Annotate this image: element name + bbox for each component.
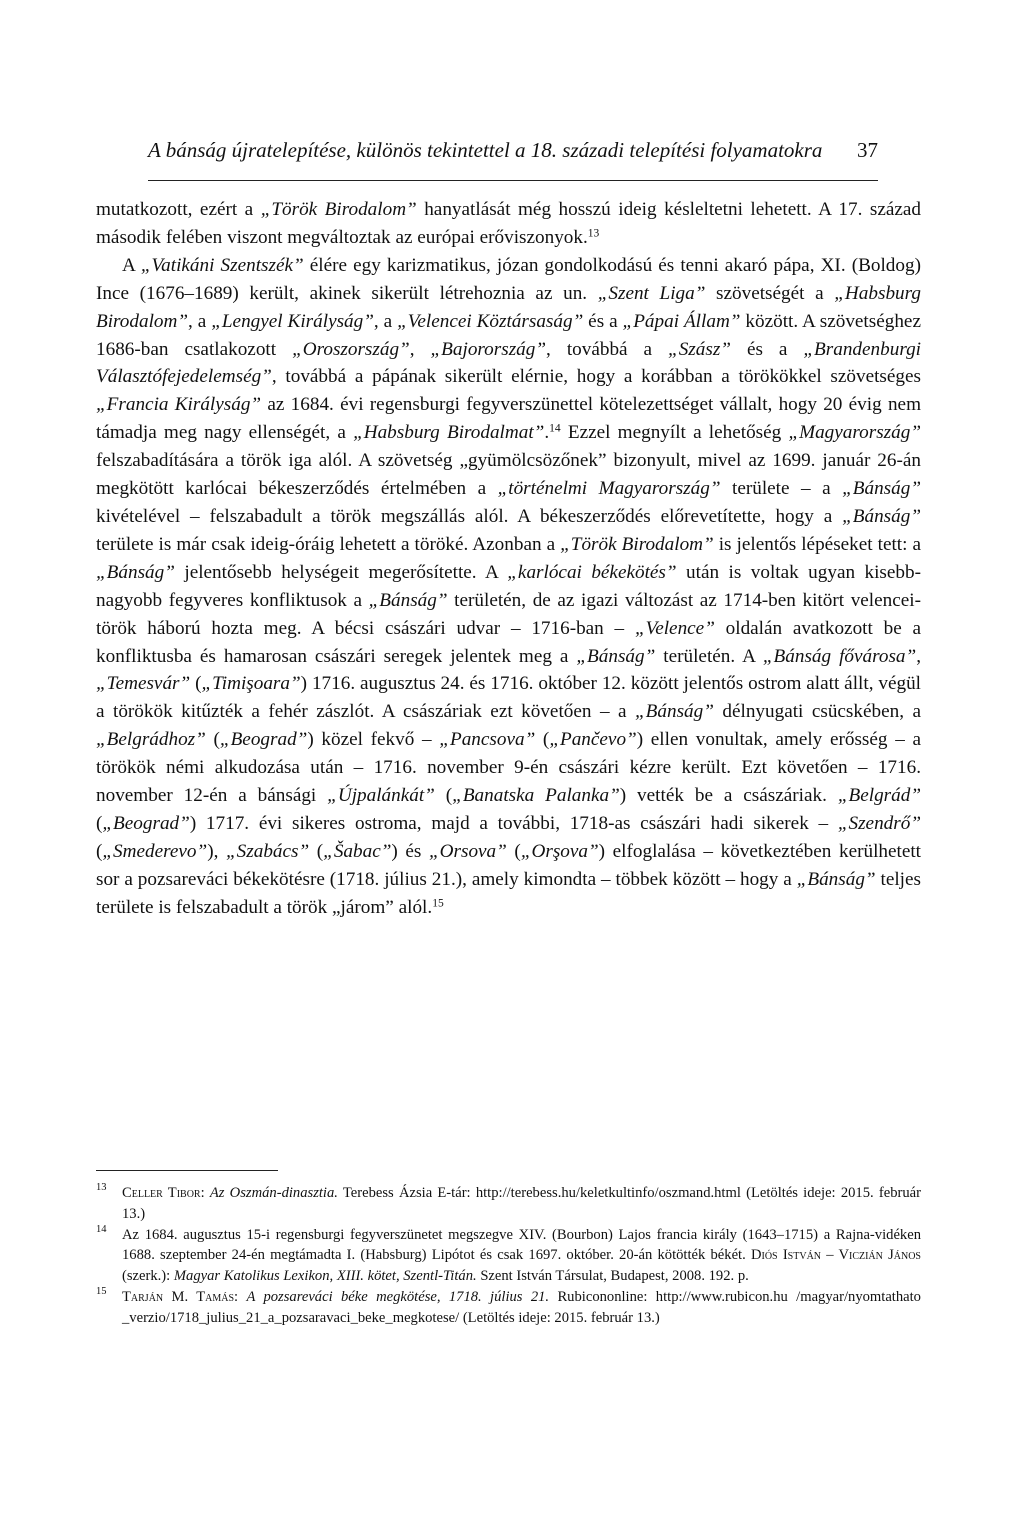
footnote-rule	[96, 1170, 278, 1171]
footnote-mark: 15	[96, 1286, 107, 1298]
footnote-title: A pozsareváci béke megkötése, 1718. július 21.	[246, 1289, 550, 1306]
footnotes	[96, 1183, 921, 1329]
footnote-mark: 14	[96, 1223, 107, 1235]
footnote-text: (szerk.):	[122, 1267, 171, 1284]
running-header	[148, 138, 878, 163]
body-paragraph: mutatkozott, ezért a „Török Birodalom” hanyatlását még hosszú ideig késleltetni lehetett. A 17. század második felében viszont megváltoztak az európai erőviszonyok.$^{13}$	[96, 199, 921, 248]
body-text	[96, 196, 921, 922]
header-rule	[148, 180, 878, 181]
footnote-title: Magyar Katolikus Lexikon, XIII. kötet, Szentl-Titán.	[173, 1267, 477, 1284]
footnote-author: Diós István – Viczián János	[750, 1247, 921, 1264]
footnote-15	[96, 1287, 921, 1328]
footnote-text: Rubicononline: http://www.rubicon.hu /magyar/nyomtathato _verzio/1718_julius_21_a_pozsaravaci_beke_megkotese/ (Letöltés ideje: 2015. február 13.)	[122, 1289, 921, 1326]
footnote-text: Szent István Társulat, Budapest, 2008. 192. p.	[480, 1267, 749, 1284]
body-paragraph: A „Vatikáni Szentszék” élére egy karizmatikus, józan gondolkodású és tenni akaró pápa, XI. (Boldog) Ince (1676–1689) került, akinek sikerült létrehoznia az un. „Szent Liga” szövetségét a „Habsburg Birodalom”, a „Lengyel Királyság”, a „Velencei Köztársaság” és a „Pápai Állam” között. A szövetséghez 1686-ban csatlakozott „Oroszország”, „Bajorország”, továbbá a „Szász” és a „Brandenburgi Választófejedelemség”, továbbá a pápának sikerült elérnie, hogy a korábban a törökökkel szövetséges „Francia Királyság” az 1684. évi regensburgi fegyverszünettel kötelezettséget vállalt, hogy 20 évig nem támadja meg nagy ellenségét, a „Habsburg Birodalmat”.$^{14}$ Ezzel megnyílt a lehetőség „Magyarország” felszabadítására a török iga alól. A szövetség „gyümölcsözőnek” bizonyult, mivel az 1699. január 26-án megkötött karlócai békeszerződés értelmében a „történelmi Magyarország” területe – a „Bánság” kivételével – felszabadult a török megszállás alól. A békeszerződés előrevetítette, hogy a „Bánság” területe is már csak ideig-óráig lehetett a töröké. Azonban a „Török Birodalom” is jelentős lépéseket tett: a „Bánság” jelentősebb helységeit megerősítette. A „karlócai békekötés” után is voltak ugyan kisebb-nagyobb fegyveres konfliktusok a „Bánság” területén, de az igazi változást az 1714-ben kitört velencei-török háború hozta meg. A bécsi császári udvar – 1716-ban – „Velence” oldalán avatkozott be a konfliktusba és hamarosan császári seregek jelentek meg a „Bánság” területén. A „Bánság fővárosa”, „Temesvár” („Timişoara”) 1716. augusztus 24. és 1716. október 12. között jelentős ostrom alatt állt, végül a törökök kitűzték a fehér zászlót. A császáriak ezt követően – a „Bánság” délnyugati csücskében, a „Belgrádhoz” („Beograd”) közel fekvő – „Pancsova” („Pančevo”) ellen vonultak, amely erősség – a törökök némi alkudozása után – 1716. november 9-én császári kézre került. Ezt követően – 1716. november 12-én a bánsági „Újpalánkát” („Banatska Palanka”) vették be a császáriak. „Belgrád” („Beograd”) 1717. évi sikeres ostroma, majd a további, 1718-as császári hadi sikerek – „Szendrő” („Smederevo”), „Szabács” („Šabac”) és „Orsova” („Orşova”) elfoglalása – következtében kerülhetett sor a pozsareváci békekötésre (1718. július 21.), amely kimondta – többek között – hogy a „Bánság” teljes területe is felszabadult a török „járom” alól.$^{15}$	[96, 254, 922, 918]
footnote-author: Celler Tibor:	[122, 1185, 205, 1201]
footnote-text: Terebess Ázsia E-tár: http://terebess.hu/keletkultinfo/oszmand.html (Letöltés ideje: 2015. február 13.)	[122, 1185, 921, 1222]
footnote-author: Tarján M. Tamás:	[122, 1289, 239, 1306]
footnote-title: Az Oszmán-dinasztia.	[209, 1185, 338, 1201]
footnote-text: Az 1684. augusztus 15-i regensburgi fegyverszünetet megszegve XIV. (Bourbon) Lajos francia király (1643–1715) a Rajna-vidéken 1688. szeptember 24-én megtámadta I. (Habsburg) Lipótot és csak 1697. október. 20-án kötötték békét.	[122, 1226, 921, 1264]
page-number: 37	[857, 138, 878, 162]
footnote-mark: 13	[96, 1182, 107, 1193]
footnote-13	[96, 1183, 921, 1224]
footnote-14	[96, 1225, 921, 1287]
running-title: A bánság újratelepítése, különös tekintettel a 18. századi telepítési folyamatokra	[148, 138, 823, 162]
